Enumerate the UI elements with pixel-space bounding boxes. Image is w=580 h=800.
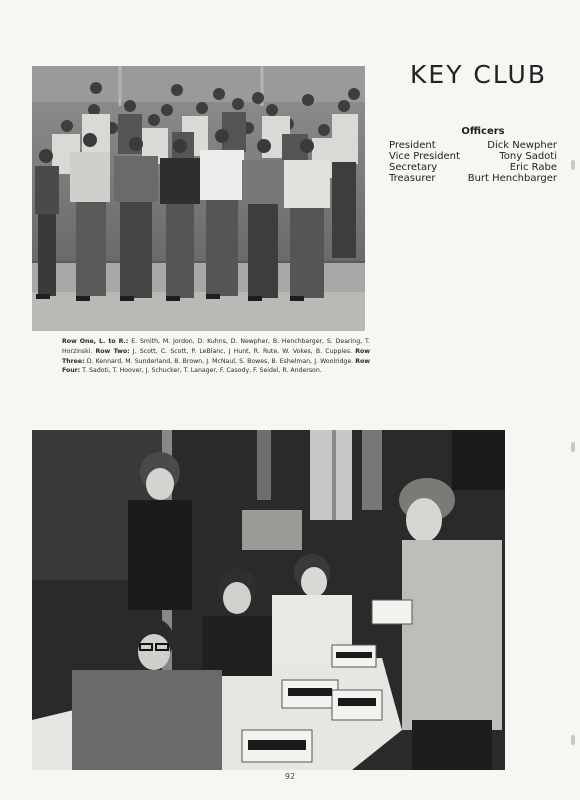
caption-row-one-names: E. Smith, M. Jordon, D. Kuhns, D. Newpher, B. Henchbarger, S. Dearing, T. Horzinski. bbox=[62, 338, 370, 355]
officer-role: Secretary bbox=[389, 162, 438, 173]
page-edge-mark bbox=[571, 160, 575, 170]
caption-row-one-label: Row One, L. to R.: bbox=[62, 338, 129, 345]
caption-row-two-names: J. Scott, C. Scott, P. LeBlanc, J Hunt, R. Rute, W. Vokes, B. Cupples. bbox=[132, 347, 353, 355]
page-title: KEY CLUB bbox=[410, 60, 547, 89]
page-edge-mark bbox=[571, 442, 575, 452]
officer-row bbox=[389, 173, 557, 184]
caption-row-two-label: Row Two: bbox=[95, 347, 130, 355]
group-photo-caption bbox=[62, 337, 370, 376]
page-number: 92 bbox=[284, 772, 296, 781]
officer-row bbox=[389, 151, 557, 162]
caption-row-three-label: Row Three: bbox=[62, 347, 370, 365]
officer-row bbox=[389, 140, 557, 151]
officer-name: Dick Newpher bbox=[487, 140, 557, 151]
candy-sale-photo bbox=[32, 430, 505, 770]
officers-list bbox=[389, 126, 557, 184]
officer-name: Burt Henchbarger bbox=[467, 173, 557, 184]
officer-row bbox=[389, 162, 557, 173]
officer-role: Vice President bbox=[389, 151, 460, 162]
officer-role: President bbox=[389, 140, 436, 151]
caption-row-four-label: Row Four: bbox=[62, 357, 371, 375]
group-photo bbox=[32, 66, 365, 331]
officer-name: Eric Rabe bbox=[509, 162, 557, 173]
caption-row-three-names: D. Kennard, M. Sunderland, B. Brown, J. McNaul, S. Bowes, B. Eshelman, J. Woolridge. bbox=[86, 357, 354, 365]
officer-name: Tony Sadoti bbox=[499, 151, 557, 162]
page-edge-mark bbox=[571, 735, 575, 745]
officer-role: Treasurer bbox=[389, 173, 436, 184]
caption-row-four-names: T. Sadoti, T. Hoover, J. Schucker, T. Lanager, F. Casody, F. Seidel, R. Anderson. bbox=[82, 367, 322, 375]
officers-heading: Officers bbox=[461, 126, 505, 137]
